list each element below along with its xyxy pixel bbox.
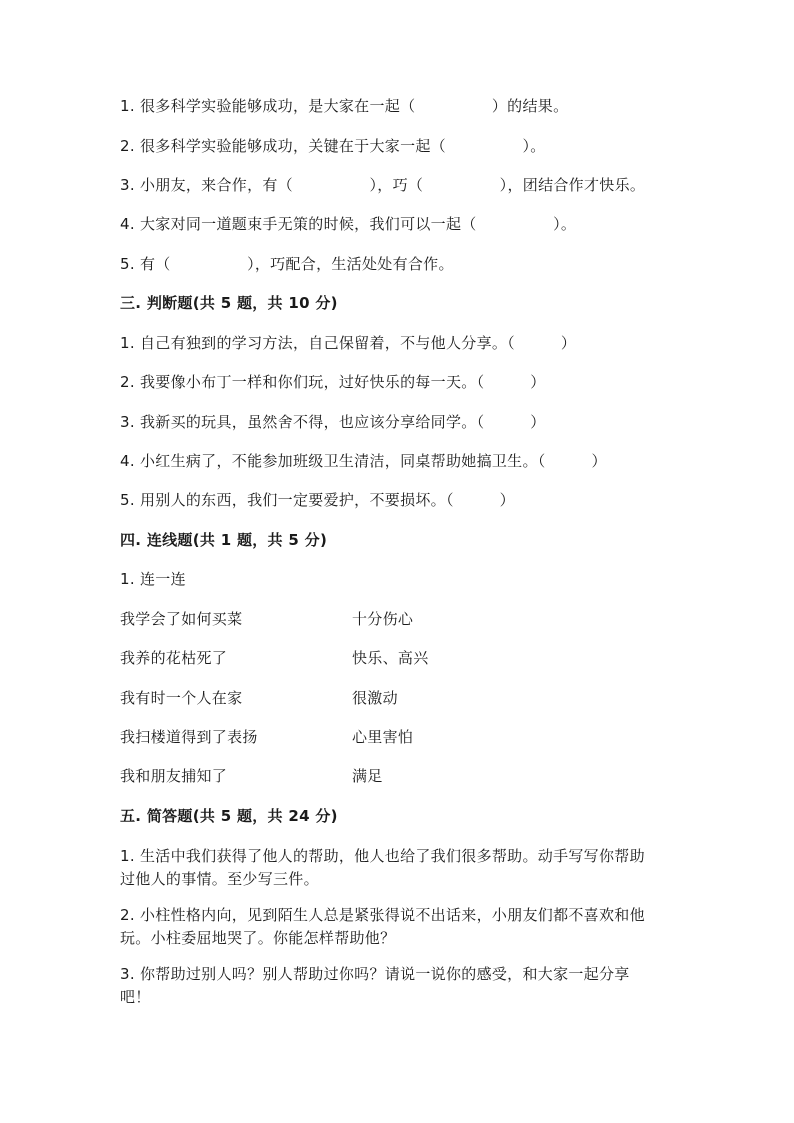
true-false-question-1: 1. 自己有独到的学习方法，自己保留着，不与他人分享。（ ） bbox=[120, 334, 577, 352]
fill-blank-question-3: 3. 小朋友，来合作，有（ ），巧（ ），团结合作才快乐。 bbox=[120, 176, 646, 194]
short-answer-question-2: 2. 小柱性格内向，见到陌生人总是紧张得说不出话来，小朋友们都不喜欢和他玩。小柱委屈地哭了。你能怎样帮助他？ bbox=[120, 906, 645, 947]
matching-right-item: 心里害怕 bbox=[352, 728, 414, 746]
matching-right-item: 很激动 bbox=[352, 689, 398, 707]
matching-right-item: 满足 bbox=[352, 767, 383, 785]
section-heading-true-false: 三. 判断题(共 5 题，共 10 分) bbox=[120, 294, 338, 312]
matching-left-item: 我扫楼道得到了表扬 bbox=[120, 728, 258, 746]
matching-left-item: 我养的花枯死了 bbox=[120, 649, 228, 667]
short-answer-question-3: 3. 你帮助过别人吗？别人帮助过你吗？请说一说你的感受，和大家一起分享吧！ bbox=[120, 965, 630, 1006]
section-heading-matching: 四. 连线题(共 1 题，共 5 分) bbox=[120, 531, 328, 549]
matching-left-item: 我有时一个人在家 bbox=[120, 689, 243, 707]
true-false-question-4: 4. 小红生病了，不能参加班级卫生清洁，同桌帮助她搞卫生。（ ） bbox=[120, 452, 607, 470]
fill-blank-question-4: 4. 大家对同一道题束手无策的时候，我们可以一起（ ）。 bbox=[120, 215, 577, 233]
matching-right-item: 十分伤心 bbox=[352, 610, 414, 628]
matching-right-item: 快乐、高兴 bbox=[352, 649, 429, 667]
true-false-question-3: 3. 我新买的玩具，虽然舍不得，也应该分享给同学。（ ） bbox=[120, 413, 546, 431]
matching-left-item: 我和朋友捕知了 bbox=[120, 767, 228, 785]
fill-blank-question-2: 2. 很多科学实验能够成功，关键在于大家一起（ ）。 bbox=[120, 137, 546, 155]
true-false-question-5: 5. 用别人的东西，我们一定要爱护，不要损坏。（ ） bbox=[120, 491, 515, 509]
short-answer-question-1: 1. 生活中我们获得了他人的帮助，他人也给了我们很多帮助。动手写写你帮助过他人的事情。至少写三件。 bbox=[120, 847, 645, 888]
matching-left-item: 我学会了如何买菜 bbox=[120, 610, 243, 628]
fill-blank-question-1: 1. 很多科学实验能够成功，是大家在一起（ ）的结果。 bbox=[120, 97, 569, 115]
matching-question: 1. 连一连 bbox=[120, 570, 186, 588]
fill-blank-question-5: 5. 有（ ），巧配合，生活处处有合作。 bbox=[120, 255, 454, 273]
section-heading-short-answer: 五. 简答题(共 5 题，共 24 分) bbox=[120, 807, 338, 825]
true-false-question-2: 2. 我要像小布丁一样和你们玩，过好快乐的每一天。（ ） bbox=[120, 373, 546, 391]
